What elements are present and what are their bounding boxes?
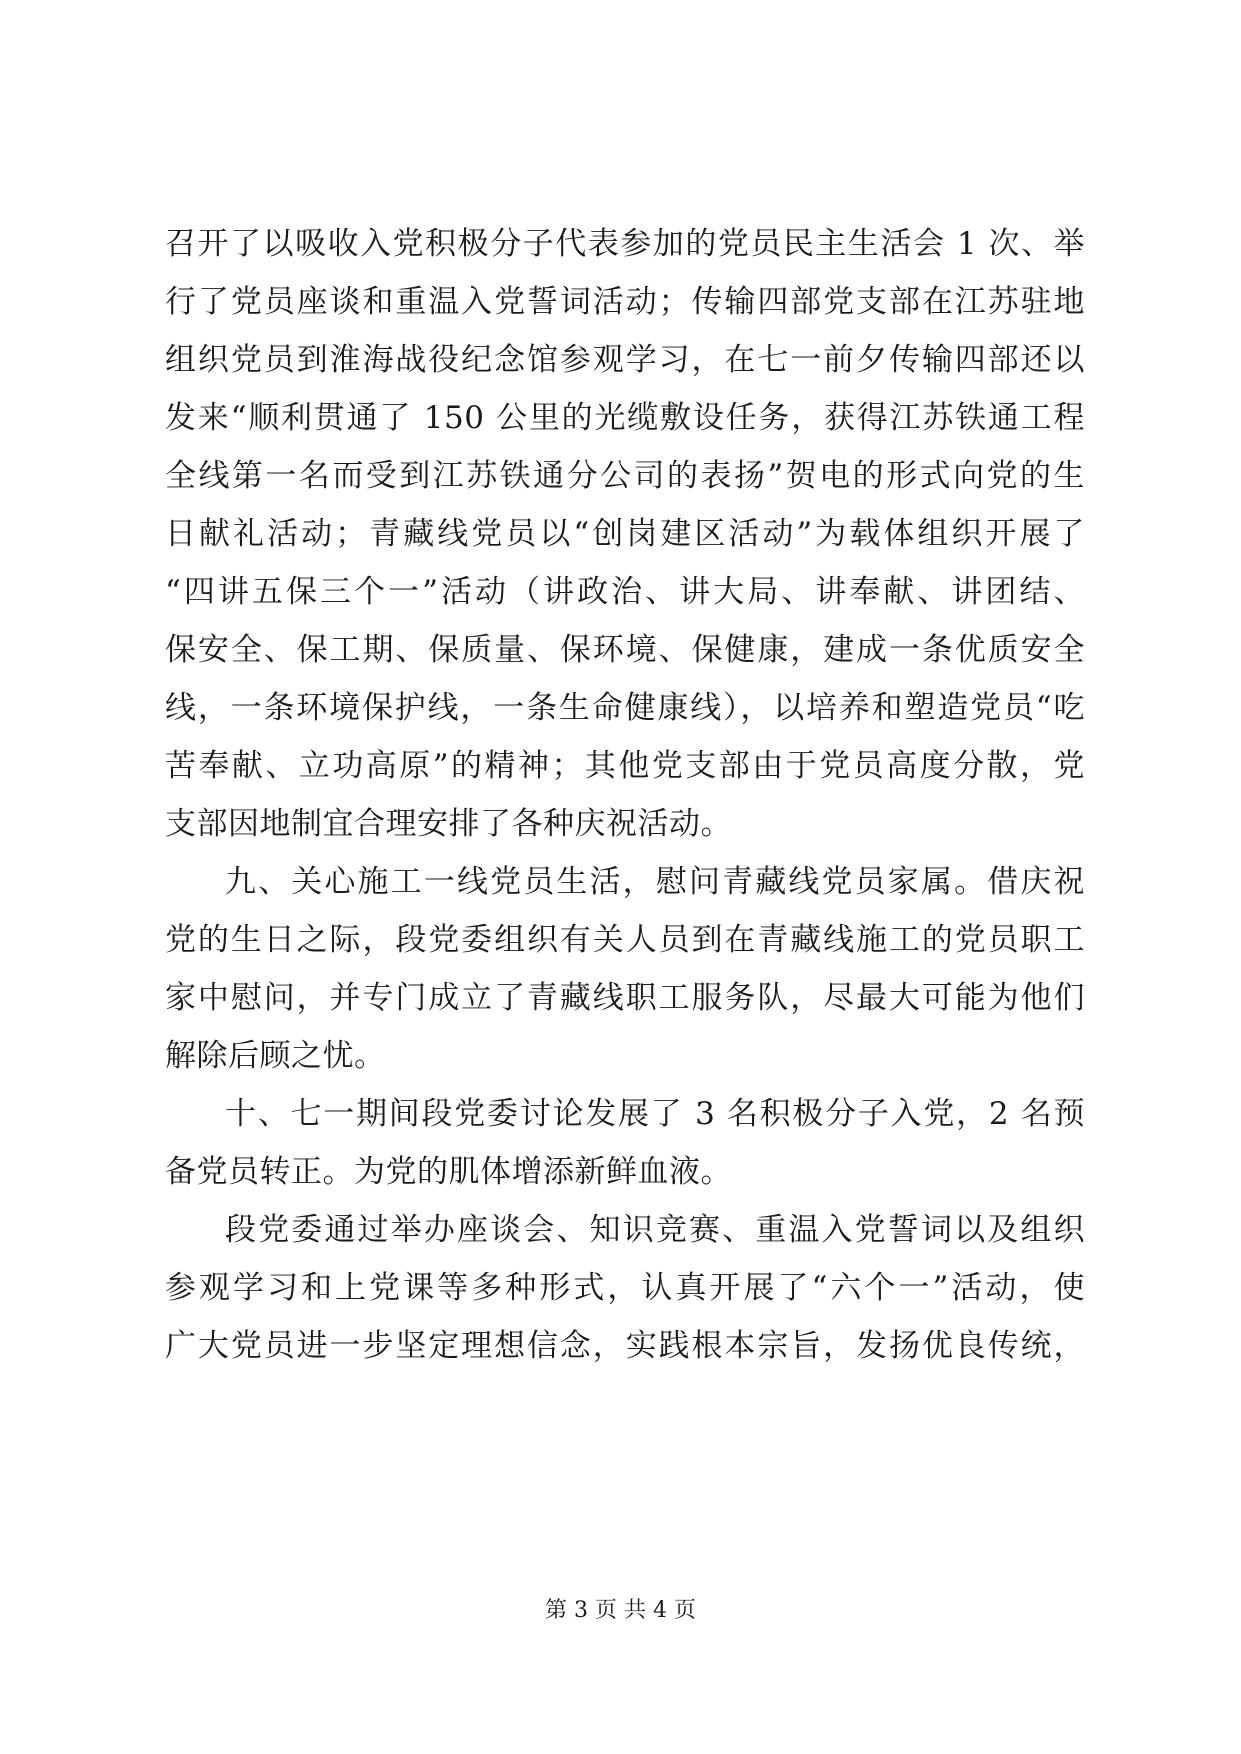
text-line: 苦奉献、立功高原”的精神；其他党支部由于党员高度分散，党	[165, 748, 1085, 784]
text-line: 行了党员座谈和重温入党誓词活动；传输四部党支部在江苏驻地	[165, 284, 1085, 320]
text-line: 召开了以吸收入党积极分子代表参加的党员民主生活会 1 次、举	[165, 226, 1085, 262]
text-line: 发来“顺利贯通了 150 公里的光缆敷设任务，获得江苏铁通工程	[165, 400, 1085, 436]
text-line: 组织党员到淮海战役纪念馆参观学习，在七一前夕传输四部还以	[165, 342, 1085, 378]
text-line: 解除后顾之忧。	[165, 1038, 386, 1074]
paragraph-first-line: 段党委通过举办座谈会、知识竞赛、重温入党誓词以及组织	[225, 1212, 1085, 1248]
page-number-footer: 第 3 页 共 4 页	[545, 1598, 696, 1623]
text-line: 全线第一名而受到江苏铁通分公司的表扬”贺电的形式向党的生	[165, 458, 1085, 494]
text-line: 参观学习和上党课等多种形式，认真开展了“六个一”活动，使	[165, 1270, 1085, 1306]
text-line: 线，一条环境保护线，一条生命健康线），以培养和塑造党员“吃	[165, 690, 1085, 726]
paragraph-first-line: 九、关心施工一线党员生活，慰问青藏线党员家属。借庆祝	[225, 864, 1085, 900]
text-line: 支部因地制宜合理安排了各种庆祝活动。	[165, 806, 732, 842]
paragraph-first-line: 十、七一期间段党委讨论发展了 3 名积极分子入党，2 名预	[225, 1096, 1085, 1132]
text-line: 家中慰问，并专门成立了青藏线职工服务队，尽最大可能为他们	[165, 980, 1085, 1016]
text-line: “四讲五保三个一”活动（讲政治、讲大局、讲奉献、讲团结、	[165, 574, 1085, 610]
text-line: 广大党员进一步坚定理想信念，实践根本宗旨，发扬优良传统，	[165, 1328, 1085, 1364]
text-line: 备党员转正。为党的肌体增添新鲜血液。	[165, 1154, 732, 1190]
text-line: 保安全、保工期、保质量、保环境、保健康，建成一条优质安全	[165, 632, 1085, 668]
text-line: 党的生日之际，段党委组织有关人员到在青藏线施工的党员职工	[165, 922, 1085, 958]
text-line: 日献礼活动；青藏线党员以“创岗建区活动”为载体组织开展了	[165, 516, 1085, 552]
